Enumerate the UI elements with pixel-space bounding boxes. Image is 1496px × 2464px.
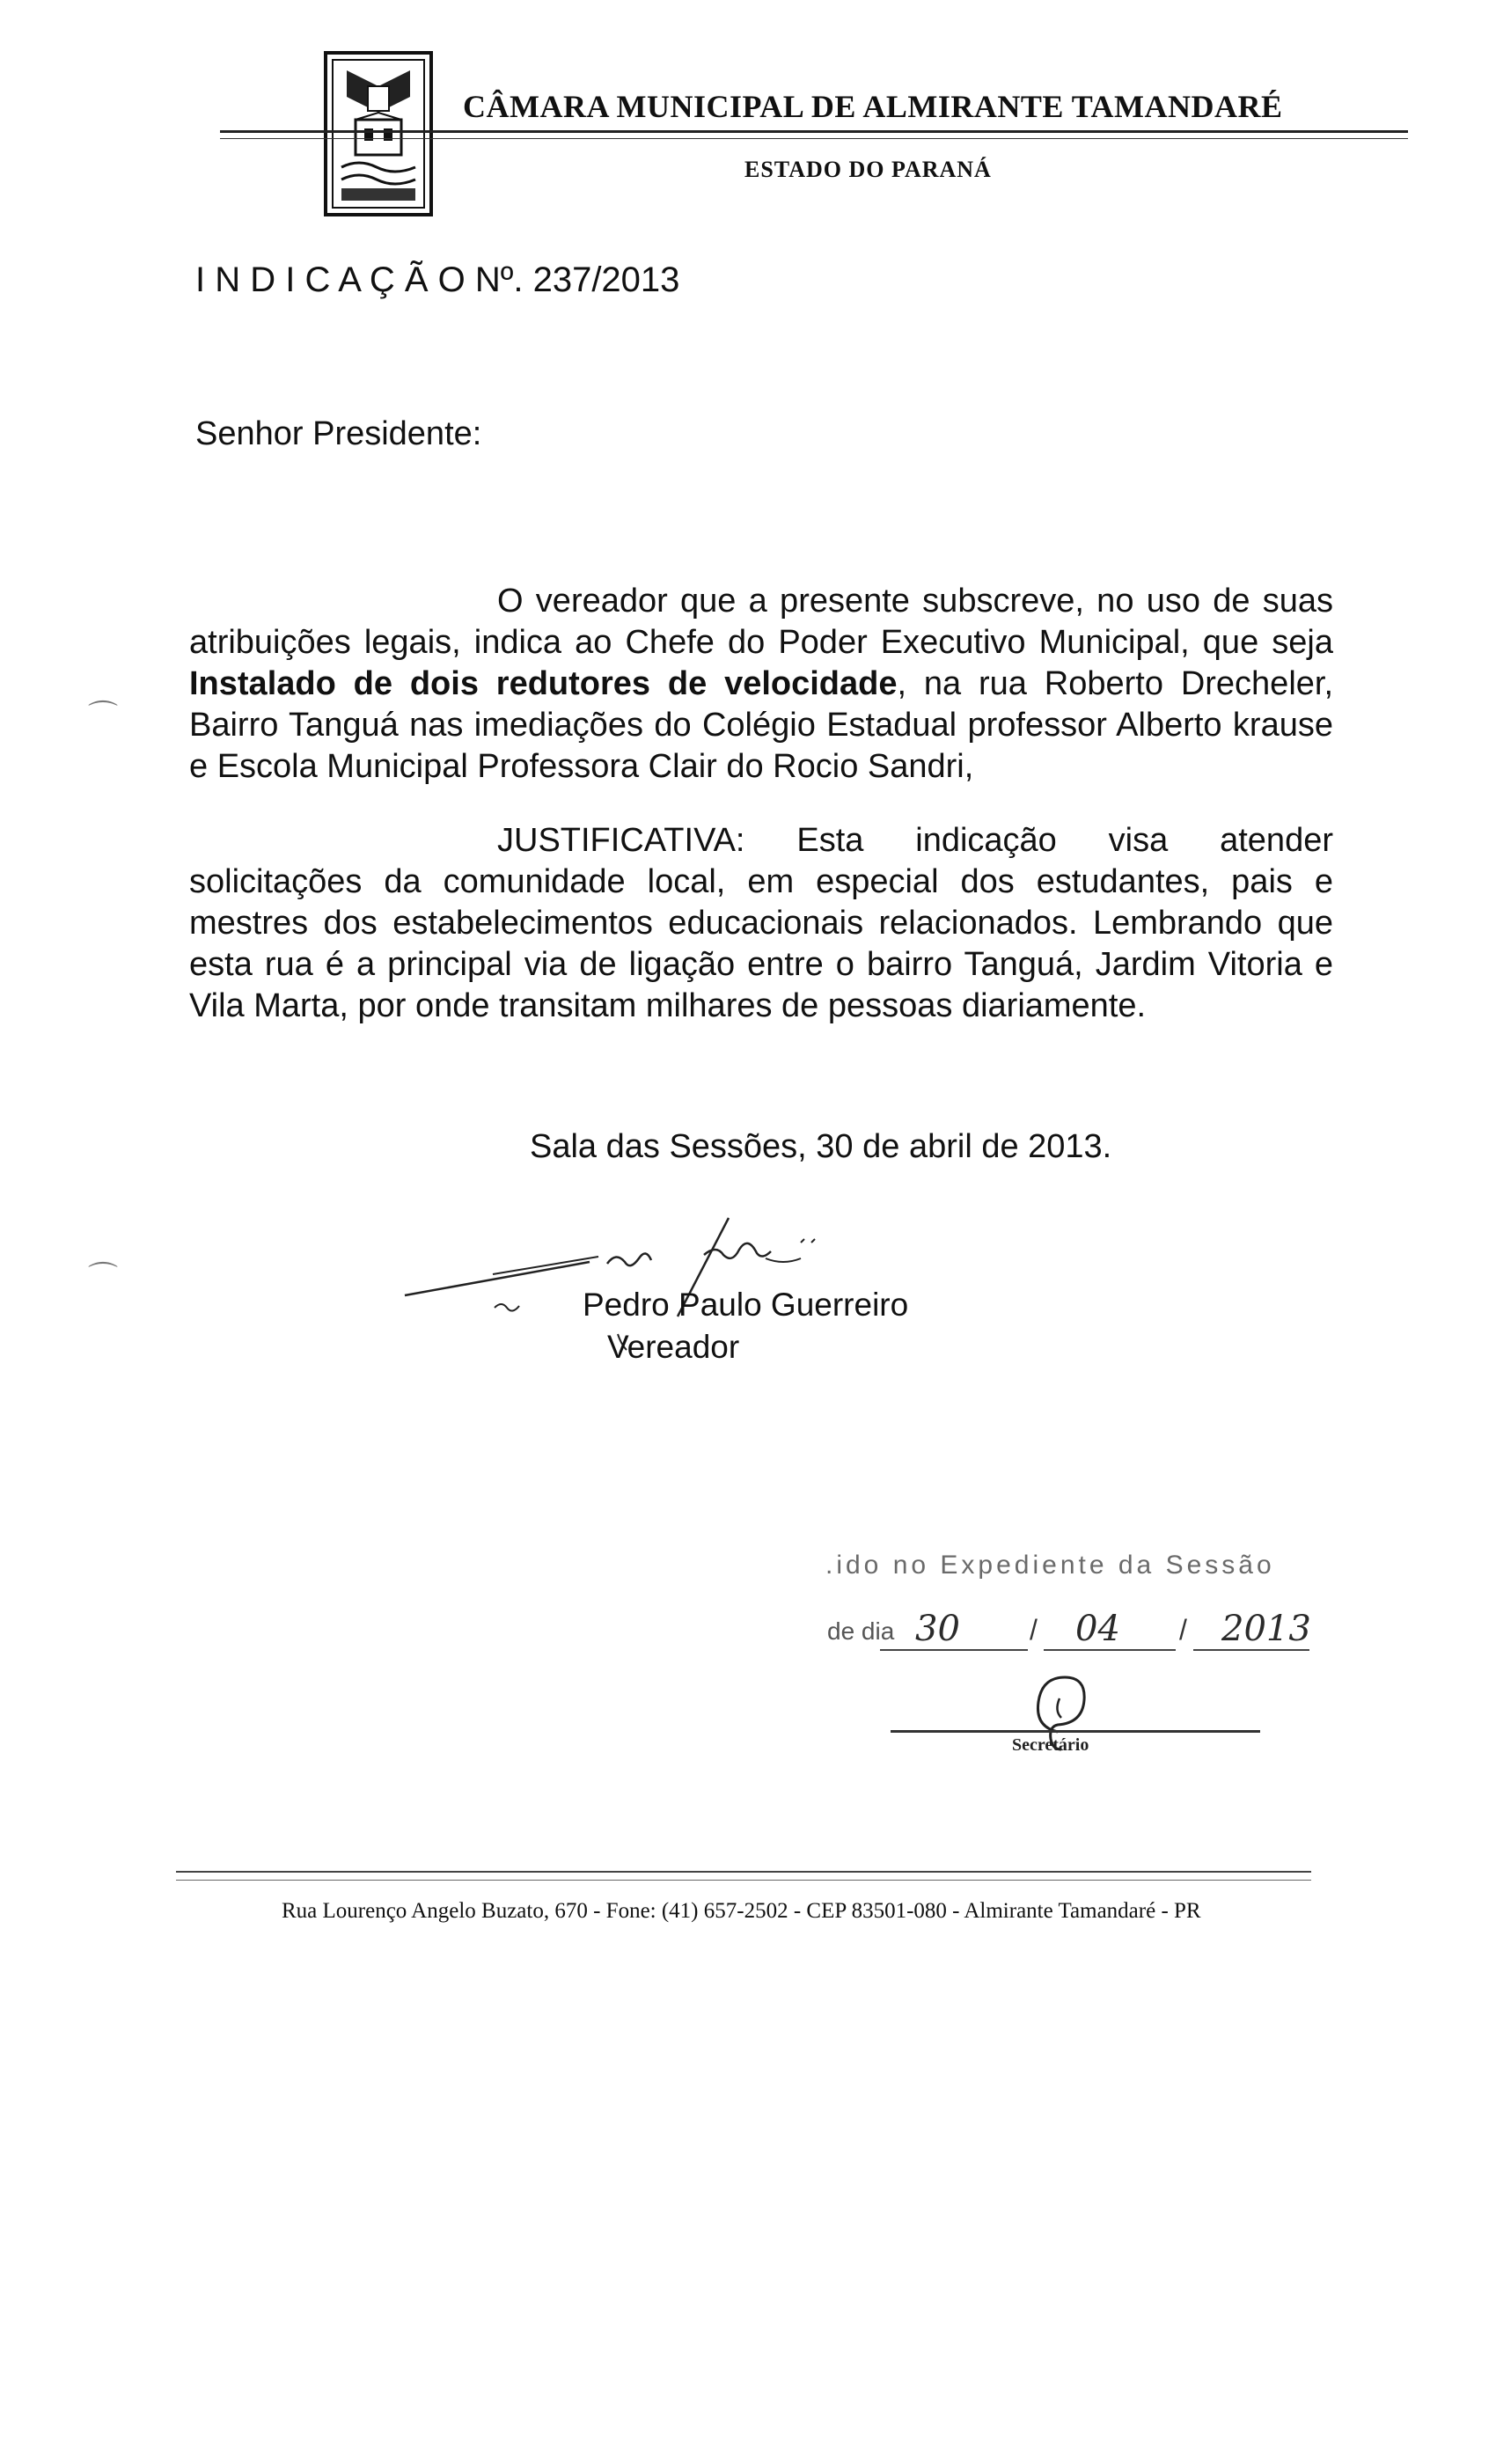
signer-role: Vereador — [607, 1329, 740, 1365]
footer-address: Rua Lourenço Angelo Buzato, 670 - Fone: (41) 657-2502 - CEP 83501-080 - Almirante Tamandaré - PR — [282, 1899, 1201, 1923]
salutation: Senhor Presidente: — [195, 415, 482, 452]
signer-name: Pedro Paulo Guerreiro — [583, 1287, 909, 1323]
stamp-year-field — [1193, 1649, 1309, 1651]
stamp-day-value: 30 — [915, 1609, 960, 1649]
scan-mark: ⌒ — [88, 1261, 118, 1294]
stamp-day-field — [880, 1649, 1028, 1651]
stamp-heading: .ido no Expediente da Sessão — [825, 1551, 1275, 1580]
footer-rule-thin — [176, 1880, 1311, 1881]
stamp-month-value: 04 — [1075, 1609, 1120, 1649]
footer-rule — [176, 1871, 1311, 1873]
stamp-day-label: de dia — [827, 1617, 895, 1645]
stamp-signature-line — [891, 1730, 1260, 1733]
header-rule — [220, 130, 1408, 133]
stamp-year-value: 2013 — [1221, 1609, 1311, 1649]
stamp-month-field — [1044, 1649, 1176, 1651]
stamp-separator: / — [1030, 1614, 1038, 1646]
indication-paragraph — [189, 581, 1333, 788]
paragraph-rest: , na rua Roberto Drecheler, Bairro Tanguá nas imediações do Colégio Estadual professor Alberto krause e Escola Municipal Professora Clair do Rocio Sandri, — [189, 665, 1334, 785]
stamp-separator: / — [1179, 1614, 1187, 1646]
paragraph-highlight: Instalado de dois redutores de velocidade — [189, 665, 898, 702]
header-rule-thin — [220, 138, 1408, 139]
coat-of-arms-icon — [324, 51, 433, 216]
stamp-secretary-label: Secretário — [1012, 1735, 1089, 1755]
paragraph-lead: O vereador que a presente subscreve, no uso de suas atribuições legais, indica ao Chefe do Poder Executivo Municipal, que seja — [189, 583, 1333, 661]
document-number: I N D I C A Ç Ã O Nº. 237/2013 — [195, 260, 680, 299]
institution-name: CÂMARA MUNICIPAL DE ALMIRANTE TAMANDARÉ — [463, 89, 1283, 124]
justification-paragraph: JUSTIFICATIVA: Esta indicação visa atender solicitações da comunidade local, em especial dos estudantes, pais e mestres dos estabelecimentos educacionais relacionados. Lembrando que esta rua é a principal via de ligação entre o bairro Tanguá, Jardim Vitoria e Vila Marta, por onde transitam milhares de pessoas diariamente. — [189, 822, 1333, 1024]
state-name: ESTADO DO PARANÁ — [744, 157, 992, 182]
session-date: Sala das Sessões, 30 de abril de 2013. — [530, 1128, 1112, 1165]
scan-mark: ⌒ — [88, 700, 118, 733]
